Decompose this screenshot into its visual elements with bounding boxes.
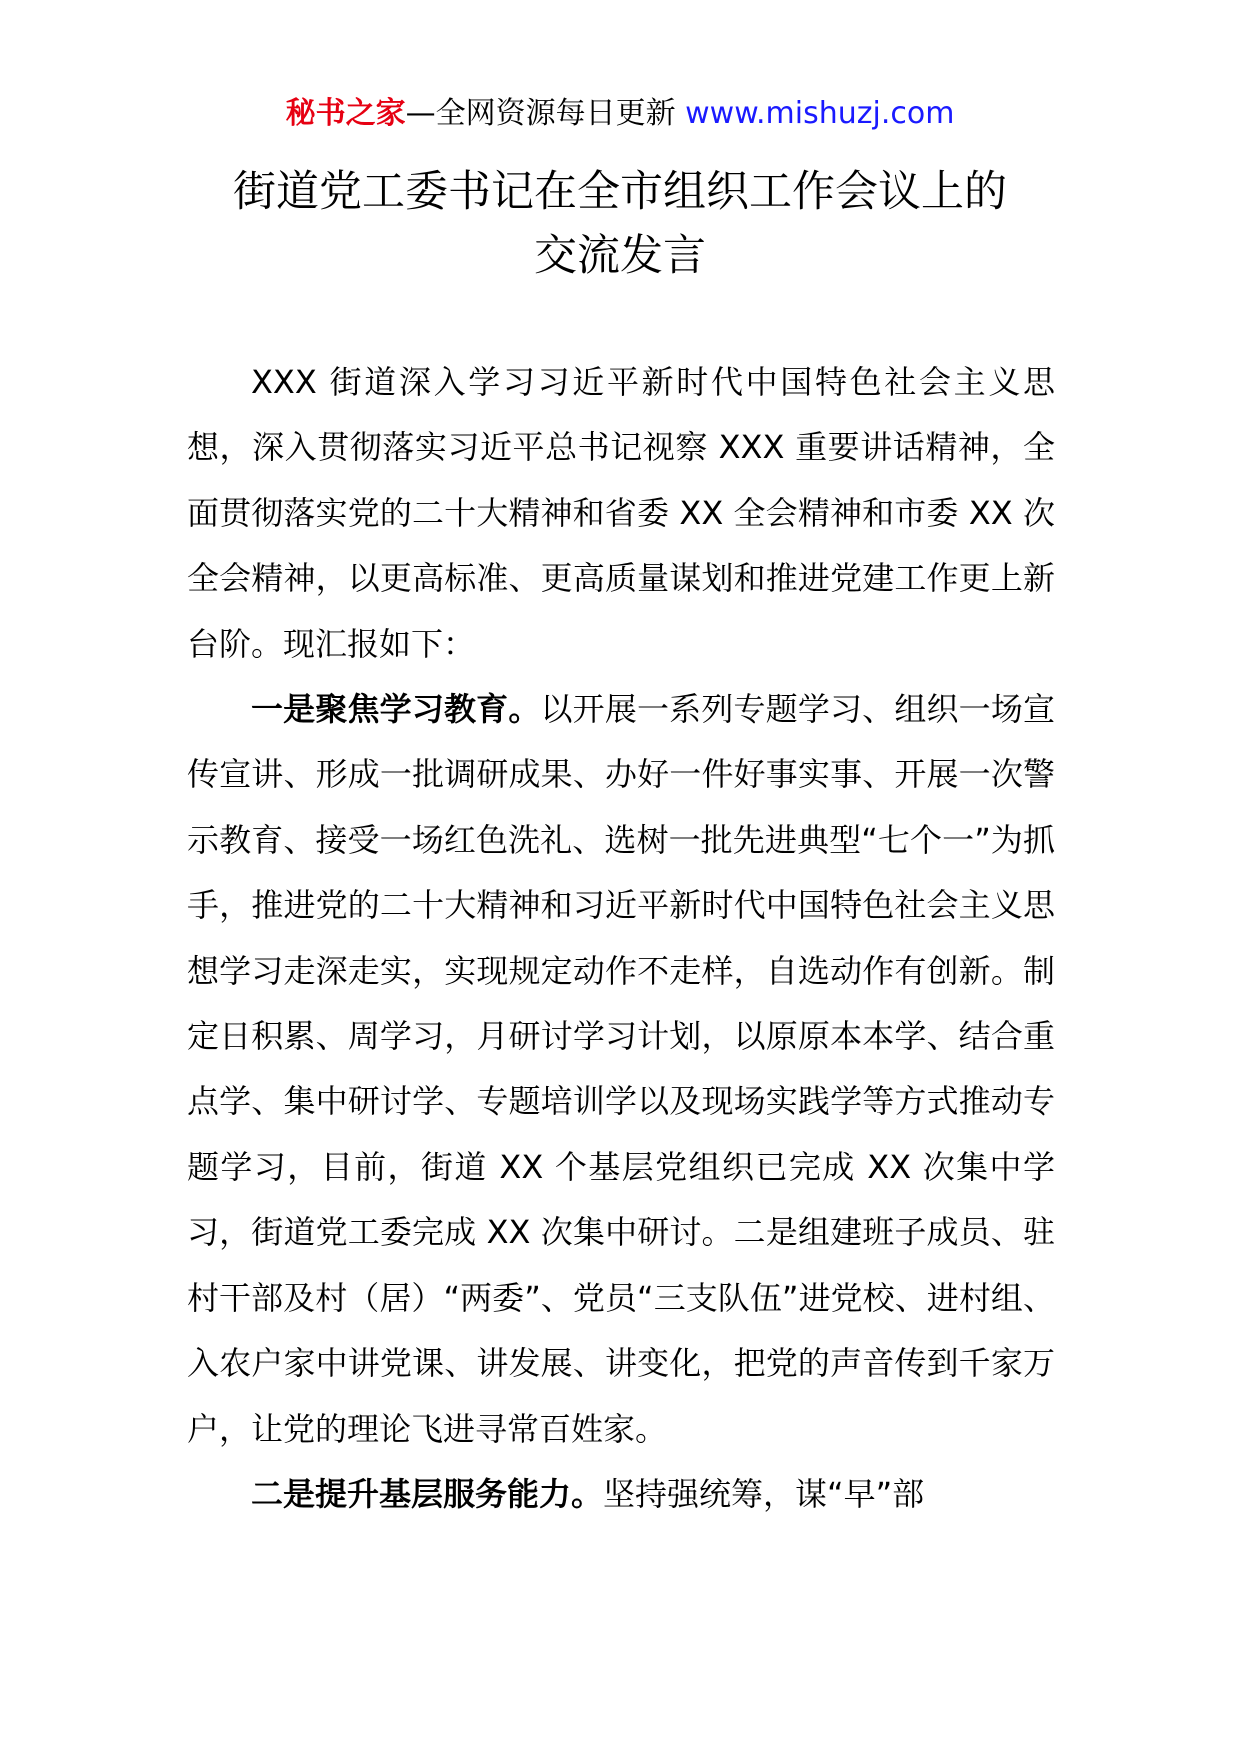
paragraph-text: 以开展一系列专题学习、组织一场宣传宣讲、形成一批调研成果、办好一件好事实事、开展一次警示教育、接受一场红色洗礼、选树一批先进典型“七个一”为抓手，推进党的二十大精神和习近平新时代中国特色社会主义思想学习走深走实，实现规定动作不走样，自选动作有创新。制定日积累、周学习，月研讨学习计划，以原原本本学、结合重点学、集中研讨学、专题培训学以及现场实践学等方式推动专题学习，目前，街道 XX 个基层党组织已完成 XX 次集中学习，街道党工委完成 XX 次集中研讨。二是组建班子成员、驻村干部及村（居）“两委”、党员“三支队伍”进党校、进村组、入农户家中讲党课、讲发展、讲变化，把党的声音传到千家万户，让党的理论飞进寻常百姓家。 [187, 690, 1055, 1448]
document-body [187, 350, 1055, 1527]
paragraph-lead-heading: 二是提升基层服务能力。 [251, 1474, 604, 1513]
paragraph-text: XXX 街道深入学习习近平新时代中国特色社会主义思想，深入贯彻落实习近平总书记视察 XXX 重要讲话精神，全面贯彻落实党的二十大精神和省委 XX 全会精神和市委 XX 次全会精神，以更高标准、更高质量谋划和推进党建工作更上新台阶。现汇报如下： [187, 363, 1055, 663]
paragraph-intro [187, 350, 1055, 677]
site-slogan: —全网资源每日更新 [405, 96, 686, 131]
paragraph-text: 坚持强统筹，谋“早”部 [603, 1474, 925, 1513]
site-brand: 秘书之家 [285, 96, 406, 131]
title-line-1: 街道党工委书记在全市组织工作会议上的 [233, 167, 1007, 217]
paragraph-lead-heading: 一是聚焦学习教育。 [251, 690, 541, 729]
document-title [0, 160, 1240, 288]
title-line-2: 交流发言 [534, 231, 706, 281]
paragraph-study [187, 677, 1055, 1462]
paragraph-service [187, 1462, 1055, 1527]
site-header [0, 94, 1240, 134]
site-url-link[interactable]: www.mishuzj.com [685, 96, 955, 131]
